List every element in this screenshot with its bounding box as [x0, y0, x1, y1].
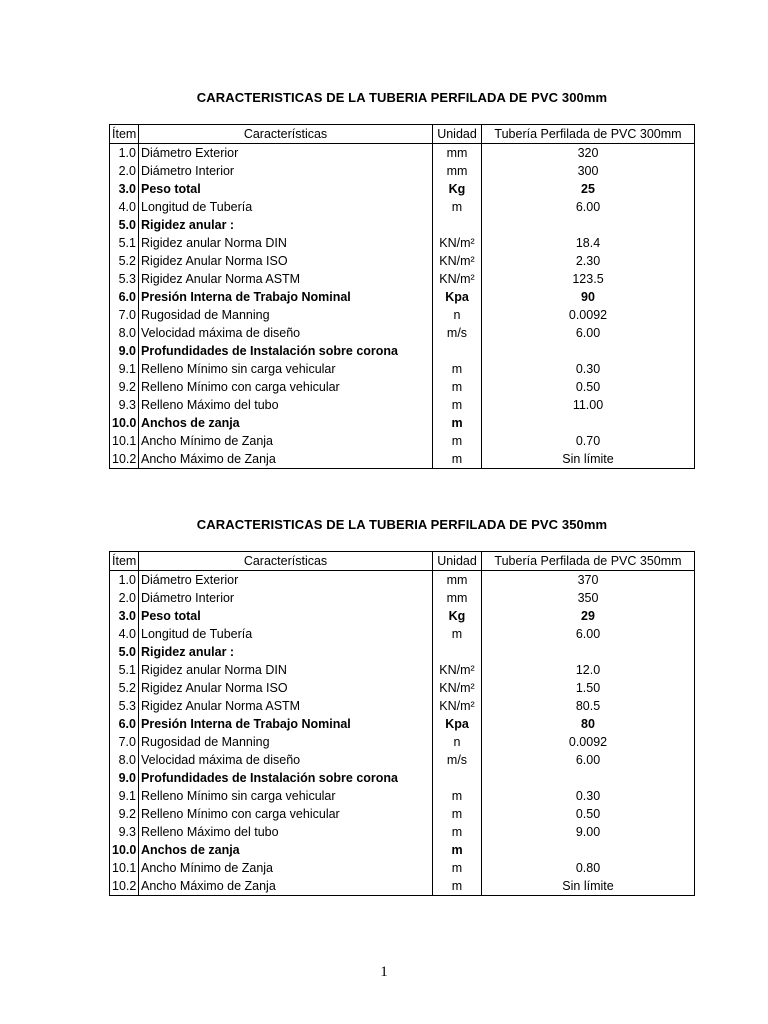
- row-item: 3.0: [110, 607, 139, 625]
- row-item: 6.0: [110, 288, 139, 306]
- row-item: 9.1: [110, 360, 139, 378]
- row-value: 0.70: [575, 434, 601, 448]
- table-header-row: [110, 552, 695, 571]
- row-item: 1.0: [110, 144, 139, 163]
- row-item: 9.2: [110, 805, 139, 823]
- row-unit: Kpa: [433, 715, 482, 733]
- row-item: 10.1: [110, 859, 139, 877]
- header-unit: Unidad: [433, 125, 482, 144]
- row-value: 80: [581, 717, 595, 731]
- row-unit: KN/m²: [433, 270, 482, 288]
- row-item: 1.0: [110, 571, 139, 590]
- row-value: 370: [577, 573, 599, 587]
- row-unit: Kg: [433, 180, 482, 198]
- row-value: 9.00: [575, 825, 601, 839]
- table-row: [110, 252, 695, 270]
- row-label: Anchos de zanja: [139, 414, 433, 432]
- row-item: 5.2: [110, 679, 139, 697]
- row-value: 90: [581, 290, 595, 304]
- row-label: Ancho Mínimo de Zanja: [139, 859, 433, 877]
- row-item: 5.1: [110, 661, 139, 679]
- section-title-300mm: CARACTERISTICAS DE LA TUBERIA PERFILADA DE PVC 300mm: [196, 90, 608, 105]
- row-label: Ancho Máximo de Zanja: [139, 877, 433, 896]
- row-label: Relleno Mínimo con carga vehicular: [139, 805, 433, 823]
- table-row: [110, 342, 695, 360]
- row-unit: mm: [433, 571, 482, 590]
- row-label: Relleno Mínimo sin carga vehicular: [139, 360, 433, 378]
- row-label: Diámetro Interior: [139, 162, 433, 180]
- header-value: Tubería Perfilada de PVC 300mm: [482, 125, 695, 144]
- row-label: Diámetro Exterior: [139, 571, 433, 590]
- row-item: 10.2: [110, 450, 139, 469]
- row-label: Rigidez anular Norma DIN: [139, 234, 433, 252]
- row-value: 6.00: [575, 753, 601, 767]
- row-unit: [433, 342, 482, 360]
- header-item: Ítem: [110, 125, 139, 144]
- row-unit: m: [433, 841, 482, 859]
- row-item: 9.1: [110, 787, 139, 805]
- table-row: [110, 607, 695, 625]
- row-item: 10.0: [110, 841, 139, 859]
- row-label: Rigidez anular :: [139, 216, 433, 234]
- row-unit: m: [433, 396, 482, 414]
- header-item: Ítem: [110, 552, 139, 571]
- row-value: 18.4: [575, 236, 601, 250]
- row-value: 6.00: [575, 326, 601, 340]
- row-label: Longitud de Tubería: [139, 198, 433, 216]
- row-value: [482, 414, 695, 432]
- table-row: [110, 414, 695, 432]
- row-unit: mm: [433, 144, 482, 163]
- row-unit: m/s: [433, 324, 482, 342]
- table-row: [110, 288, 695, 306]
- table-row: [110, 324, 695, 342]
- header-characteristics: Características: [139, 552, 433, 571]
- table-row: [110, 805, 695, 823]
- row-value: [482, 216, 695, 234]
- row-value: 25: [581, 182, 595, 196]
- row-item: 5.3: [110, 697, 139, 715]
- table-row: [110, 198, 695, 216]
- section-title-350mm: CARACTERISTICAS DE LA TUBERIA PERFILADA DE PVC 350mm: [196, 517, 608, 532]
- row-unit: m: [433, 859, 482, 877]
- header-value: Tubería Perfilada de PVC 350mm: [482, 552, 695, 571]
- row-value: 0.80: [575, 861, 601, 875]
- row-unit: n: [433, 733, 482, 751]
- row-item: 5.1: [110, 234, 139, 252]
- row-label: Rigidez anular :: [139, 643, 433, 661]
- row-item: 10.1: [110, 432, 139, 450]
- row-item: 4.0: [110, 625, 139, 643]
- row-value: 350: [577, 591, 599, 605]
- table-row: [110, 306, 695, 324]
- table-row: [110, 877, 695, 896]
- row-label: Profundidades de Instalación sobre corona: [139, 342, 433, 360]
- row-value: 11.00: [572, 398, 604, 412]
- table-row: [110, 697, 695, 715]
- row-label: Longitud de Tubería: [139, 625, 433, 643]
- table-header-row: [110, 125, 695, 144]
- row-value: [482, 643, 695, 661]
- row-label: Velocidad máxima de diseño: [139, 324, 433, 342]
- table-row: [110, 396, 695, 414]
- row-value: 12.0: [575, 663, 601, 677]
- row-unit: m: [433, 877, 482, 896]
- row-value: 29: [581, 609, 595, 623]
- row-value: 0.50: [575, 807, 601, 821]
- row-value: [482, 769, 695, 787]
- row-unit: mm: [433, 589, 482, 607]
- header-characteristics: Características: [139, 125, 433, 144]
- row-value: 0.30: [575, 789, 601, 803]
- row-label: Profundidades de Instalación sobre corona: [139, 769, 433, 787]
- row-label: Rigidez Anular Norma ASTM: [139, 697, 433, 715]
- row-value: 2.30: [575, 254, 601, 268]
- table-row: [110, 234, 695, 252]
- row-label: Rigidez anular Norma DIN: [139, 661, 433, 679]
- table-row: [110, 661, 695, 679]
- table-row: [110, 715, 695, 733]
- table-row: [110, 162, 695, 180]
- row-value: Sin límite: [562, 879, 614, 893]
- row-label: Rugosidad de Manning: [139, 306, 433, 324]
- header-unit: Unidad: [433, 552, 482, 571]
- row-unit: m: [433, 198, 482, 216]
- table-row: [110, 589, 695, 607]
- table-row: [110, 823, 695, 841]
- row-unit: m: [433, 625, 482, 643]
- row-unit: KN/m²: [433, 679, 482, 697]
- row-item: 5.0: [110, 643, 139, 661]
- table-row: [110, 571, 695, 590]
- row-unit: [433, 643, 482, 661]
- row-value: [482, 342, 695, 360]
- row-value: 80.5: [575, 699, 601, 713]
- row-label: Rigidez Anular Norma ISO: [139, 252, 433, 270]
- table-row: [110, 378, 695, 396]
- row-unit: n: [433, 306, 482, 324]
- row-label: Presión Interna de Trabajo Nominal: [139, 715, 433, 733]
- row-item: 10.0: [110, 414, 139, 432]
- table-row: [110, 625, 695, 643]
- row-item: 6.0: [110, 715, 139, 733]
- row-item: 8.0: [110, 324, 139, 342]
- row-label: Rigidez Anular Norma ISO: [139, 679, 433, 697]
- table-row: [110, 859, 695, 877]
- row-unit: Kg: [433, 607, 482, 625]
- row-unit: mm: [433, 162, 482, 180]
- row-item: 3.0: [110, 180, 139, 198]
- row-value: 0.0092: [568, 735, 608, 749]
- table-row: [110, 450, 695, 469]
- table-row: [110, 787, 695, 805]
- row-item: 4.0: [110, 198, 139, 216]
- table-row: [110, 643, 695, 661]
- row-item: 9.3: [110, 396, 139, 414]
- row-unit: KN/m²: [433, 234, 482, 252]
- row-item: 5.0: [110, 216, 139, 234]
- row-value: [482, 841, 695, 859]
- row-item: 9.0: [110, 769, 139, 787]
- table-row: [110, 751, 695, 769]
- table-row: [110, 180, 695, 198]
- row-label: Rugosidad de Manning: [139, 733, 433, 751]
- row-item: 7.0: [110, 733, 139, 751]
- row-value: 0.50: [575, 380, 601, 394]
- row-item: 9.3: [110, 823, 139, 841]
- row-unit: m: [433, 414, 482, 432]
- row-value: 320: [577, 146, 599, 160]
- row-item: 2.0: [110, 162, 139, 180]
- row-value: 6.00: [575, 200, 601, 214]
- row-value: 0.0092: [568, 308, 608, 322]
- row-label: Diámetro Exterior: [139, 144, 433, 163]
- table-row: [110, 679, 695, 697]
- row-unit: KN/m²: [433, 661, 482, 679]
- row-unit: m: [433, 450, 482, 469]
- row-unit: [433, 216, 482, 234]
- row-label: Presión Interna de Trabajo Nominal: [139, 288, 433, 306]
- row-value: 0.30: [575, 362, 601, 376]
- row-unit: m: [433, 787, 482, 805]
- row-item: 9.2: [110, 378, 139, 396]
- spec-table-350mm: [109, 551, 695, 896]
- table-row: [110, 769, 695, 787]
- table-row: [110, 216, 695, 234]
- row-unit: m: [433, 378, 482, 396]
- table-row: [110, 144, 695, 163]
- row-label: Rigidez Anular Norma ASTM: [139, 270, 433, 288]
- row-unit: m: [433, 360, 482, 378]
- row-unit: KN/m²: [433, 252, 482, 270]
- row-unit: m: [433, 805, 482, 823]
- row-label: Anchos de zanja: [139, 841, 433, 859]
- row-label: Diámetro Interior: [139, 589, 433, 607]
- row-value: 300: [577, 164, 599, 178]
- row-label: Velocidad máxima de diseño: [139, 751, 433, 769]
- row-item: 2.0: [110, 589, 139, 607]
- page-number: 1: [380, 964, 388, 980]
- row-unit: [433, 769, 482, 787]
- table-row: [110, 432, 695, 450]
- row-label: Relleno Máximo del tubo: [139, 396, 433, 414]
- row-value: Sin límite: [562, 452, 614, 466]
- table-row: [110, 733, 695, 751]
- row-label: Ancho Máximo de Zanja: [139, 450, 433, 469]
- row-label: Peso total: [139, 180, 433, 198]
- table-row: [110, 841, 695, 859]
- row-item: 9.0: [110, 342, 139, 360]
- row-unit: m: [433, 432, 482, 450]
- row-value: 1.50: [575, 681, 601, 695]
- row-value: 123.5: [572, 272, 604, 286]
- row-item: 5.3: [110, 270, 139, 288]
- row-label: Relleno Mínimo con carga vehicular: [139, 378, 433, 396]
- row-value: 6.00: [575, 627, 601, 641]
- row-label: Relleno Máximo del tubo: [139, 823, 433, 841]
- row-item: 7.0: [110, 306, 139, 324]
- row-item: 10.2: [110, 877, 139, 896]
- row-label: Relleno Mínimo sin carga vehicular: [139, 787, 433, 805]
- row-unit: KN/m²: [433, 697, 482, 715]
- row-unit: m/s: [433, 751, 482, 769]
- row-label: Peso total: [139, 607, 433, 625]
- row-item: 8.0: [110, 751, 139, 769]
- row-unit: m: [433, 823, 482, 841]
- row-unit: Kpa: [433, 288, 482, 306]
- row-item: 5.2: [110, 252, 139, 270]
- table-row: [110, 270, 695, 288]
- table-row: [110, 360, 695, 378]
- spec-table-300mm: [109, 124, 695, 469]
- row-label: Ancho Mínimo de Zanja: [139, 432, 433, 450]
